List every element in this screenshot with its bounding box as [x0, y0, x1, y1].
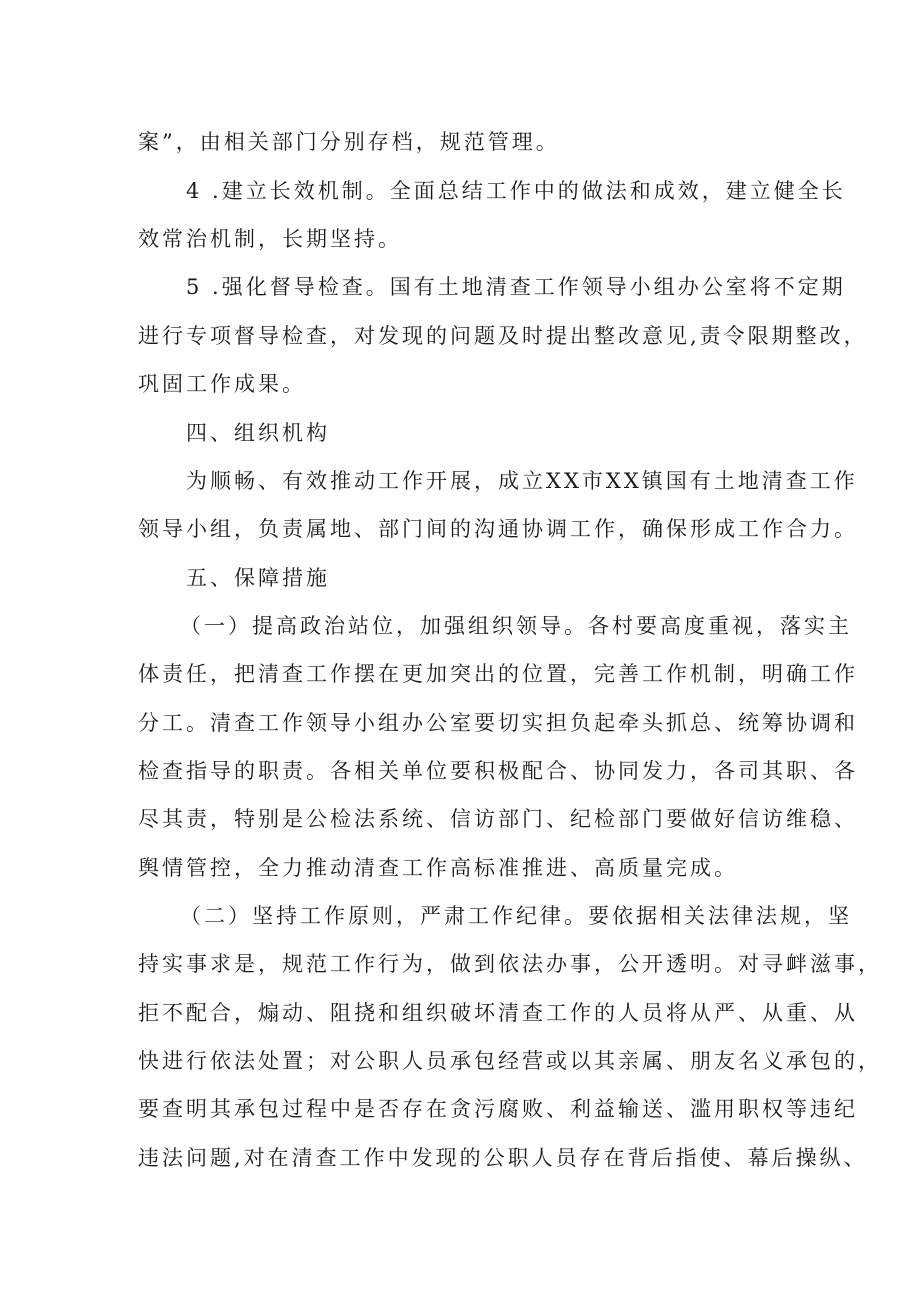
- text-line: 进行专项督导检查，对发现的问题及时提出整改意见,责令限期整改，: [138, 324, 868, 348]
- text-line: 5 .强化督导检查。国有土地清查工作领导小组办公室将不定期: [186, 275, 846, 299]
- text-line: 为顺畅、有效推动工作开展，成立XX市XX镇国有土地清查工作: [186, 469, 858, 493]
- text-line: 拒不配合，煽动、阻挠和组织破坏清查工作的人员将从严、从重、从: [138, 1001, 858, 1025]
- text-line: 巩固工作成果。: [138, 372, 306, 396]
- text-line: 违法问题,对在清查工作中发现的公职人员存在背后指使、幕后操纵、: [138, 1146, 868, 1170]
- text-line: 尽其责，特别是公检法系统、信访部门、纪检部门要做好信访维稳、: [138, 807, 858, 831]
- text-line: 持实事求是，规范工作行为，做到依法办事，公开透明。对寻衅滋事，: [138, 952, 882, 976]
- text-line: 领导小组，负责属地、部门间的沟通协调工作，确保形成工作合力。: [138, 517, 858, 541]
- text-line: 4 .建立长效机制。全面总结工作中的做法和成效，建立健全长: [186, 179, 846, 203]
- text-line: 分工。清查工作领导小组办公室要切实担负起牵头抓总、统筹协调和: [138, 711, 858, 735]
- text-line: 快进行依法处置；对公职人员承包经营或以其亲属、朋友名义承包的，: [138, 1049, 882, 1073]
- text-line: 效常治机制，长期坚持。: [138, 227, 402, 251]
- section-heading: 四、组织机构: [186, 421, 330, 445]
- text-line: 案”，由相关部门分别存档，规范管理。: [138, 130, 560, 154]
- section-heading: 五、保障措施: [186, 566, 330, 590]
- text-line: 检查指导的职责。各相关单位要积极配合、协同发力，各司其职、各: [138, 759, 858, 783]
- text-line: 舆情管控，全力推动清查工作高标准推进、高质量完成。: [138, 856, 738, 880]
- text-line: 体责任，把清查工作摆在更加突出的位置，完善工作机制，明确工作: [138, 662, 858, 686]
- text-line: 要查明其承包过程中是否存在贪污腐败、利益输送、滥用职权等违纪: [138, 1097, 858, 1121]
- text-line: （一）提高政治站位，加强组织领导。各村要高度重视，落实主: [180, 614, 852, 638]
- text-line: （二）坚持工作原则，严肃工作纪律。要依据相关法律法规，坚: [180, 904, 852, 928]
